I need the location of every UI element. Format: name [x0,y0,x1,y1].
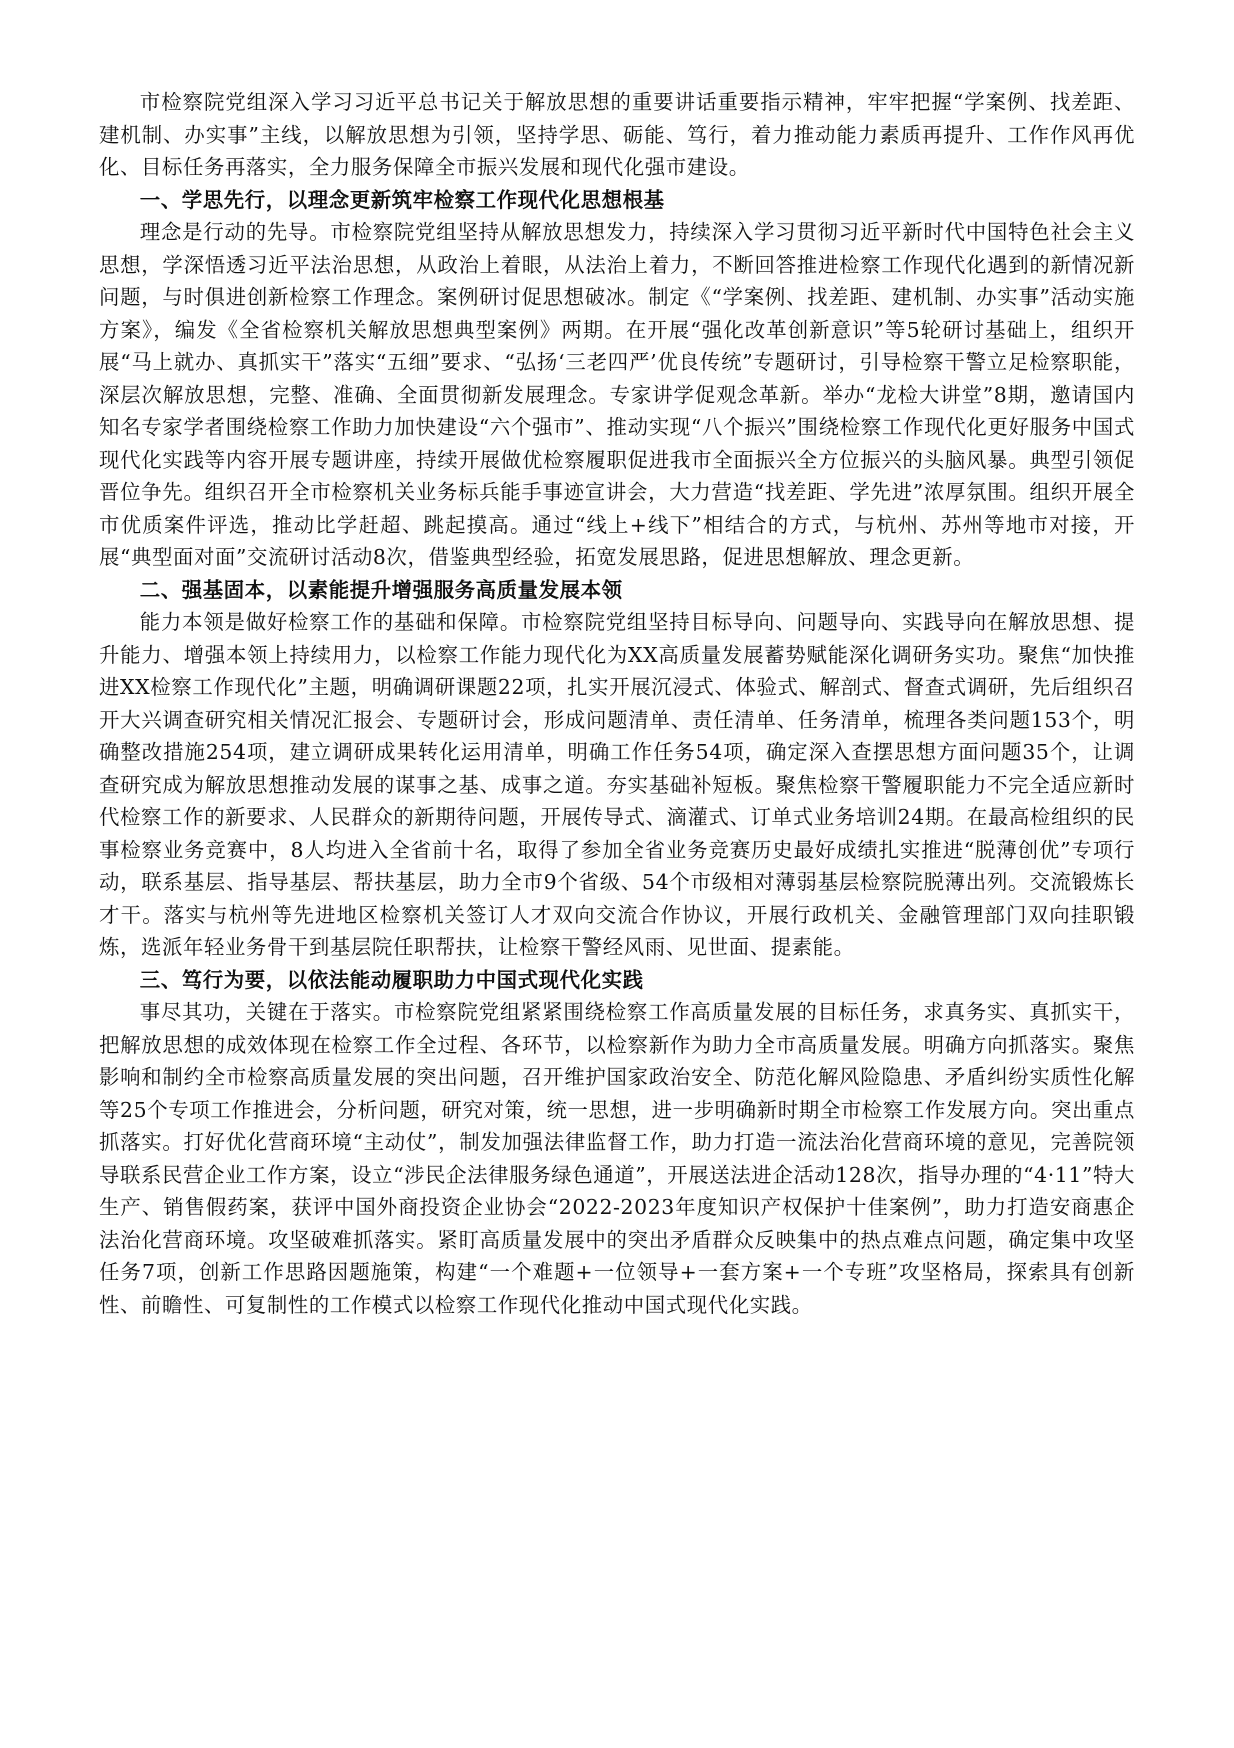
section-1-body: 理念是行动的先导。市检察院党组坚持从解放思想发力，持续深入学习贯彻习近平新时代中国特色社会主义思想，学深悟透习近平法治思想，从政治上着眼，从法治上着力，不断回答推进检察工作现代化遇到的新情况新问题，与时俱进创新检察工作理念。案例研讨促思想破冰。制定《“学案例、找差距、建机制、办实事”活动实施方案》，编发《全省检察机关解放思想典型案例》两期。在开展“强化改革创新意识”等5轮研讨基础上，组织开展“马上就办、真抓实干”落实“五细”要求、“弘扬‘三老四严’优良传统”专题研讨，引导检察干警立足检察职能，深层次解放思想，完整、准确、全面贯彻新发展理念。专家讲学促观念革新。举办“龙检大讲堂”8期，邀请国内知名专家学者围绕检察工作助力加快建设“六个强市”、推动实现“八个振兴”围绕检察工作现代化更好服务中国式现代化实践等内容开展专题讲座，持续开展做优检察履职促进我市全面振兴全方位振兴的头脑风暴。典型引领促晋位争先。组织召开全市检察机关业务标兵能手事迹宣讲会，大力营造“找差距、学先进”浓厚氛围。组织开展全市优质案件评选，推动比学赶超、跳起摸高。通过“线上+线下”相结合的方式，与杭州、苏州等地市对接，开展“典型面对面”交流研讨活动8次，借鉴典型经验，拓宽发展思路，促进思想解放、理念更新。 [99,220,1135,569]
section-3-body: 事尽其功，关键在于落实。市检察院党组紧紧围绕检察工作高质量发展的目标任务，求真务实、真抓实干，把解放思想的成效体现在检察工作全过程、各环节，以检察新作为助力全市高质量发展。明确方向抓落实。聚焦影响和制约全市检察高质量发展的突出问题，召开维护国家政治安全、防范化解风险隐患、矛盾纠纷实质性化解等25个专项工作推进会，分析问题，研究对策，统一思想，进一步明确新时期全市检察工作发展方向。突出重点抓落实。打好优化营商环境“主动仗”，制发加强法律监督工作，助力打造一流法治化营商环境的意见，完善院领导联系民营企业工作方案，设立“涉民企法律服务绿色通道”，开展送法进企活动128次，指导办理的“4·11”特大生产、销售假药案，获评中国外商投资企业协会“2022-2023年度知识产权保护十佳案例”，助力打造安商惠企法治化营商环境。攻坚破难抓落实。紧盯高质量发展中的突出矛盾群众反映集中的热点难点问题，确定集中攻坚任务7项，创新工作思路因题施策，构建“一个难题+一位领导+一套方案+一个专班”攻坚格局，探索具有创新性、前瞻性、可复制性的工作模式以检察工作现代化推动中国式现代化实践。 [99,1000,1135,1317]
section-2-heading: 二、强基固本，以素能提升增强服务高质量发展本领 [139,577,623,602]
document-page [99,86,1135,1321]
section-3-heading: 三、笃行为要，以依法能动履职助力中国式现代化实践 [139,967,644,992]
section-1-heading: 一、学思先行，以理念更新筑牢检察工作现代化思想根基 [139,187,665,212]
intro-paragraph: 市检察院党组深入学习习近平总书记关于解放思想的重要讲话重要指示精神，牢牢把握“学案例、找差距、建机制、办实事”主线，以解放思想为引领，坚持学思、砺能、笃行，着力推动能力素质再提升、工作作风再优化、目标任务再落实，全力服务保障全市振兴发展和现代化强市建设。 [99,90,1135,179]
section-2-body: 能力本领是做好检察工作的基础和保障。市检察院党组坚持目标导向、问题导向、实践导向在解放思想、提升能力、增强本领上持续用力，以检察工作能力现代化为XX高质量发展蓄势赋能深化调研务实功。聚焦“加快推进XX检察工作现代化”主题，明确调研课题22项，扎实开展沉浸式、体验式、解剖式、督查式调研，先后组织召开大兴调查研究相关情况汇报会、专题研讨会，形成问题清单、责任清单、任务清单，梳理各类问题153个，明确整改措施254项，建立调研成果转化运用清单，明确工作任务54项，确定深入查摆思想方面问题35个，让调查研究成为解放思想推动发展的谋事之基、成事之道。夯实基础补短板。聚焦检察干警履职能力不完全适应新时代检察工作的新要求、人民群众的新期待问题，开展传导式、滴灌式、订单式业务培训24期。在最高检组织的民事检察业务竞赛中，8人均进入全省前十名，取得了参加全省业务竞赛历史最好成绩扎实推进“脱薄创优”专项行动，联系基层、指导基层、帮扶基层，助力全市9个省级、54个市级相对薄弱基层检察院脱薄出列。交流锻炼长才干。落实与杭州等先进地区检察机关签订人才双向交流合作协议，开展行政机关、金融管理部门双向挂职锻炼，选派年轻业务骨干到基层院任职帮扶，让检察干警经风雨、见世面、提素能。 [99,610,1135,959]
